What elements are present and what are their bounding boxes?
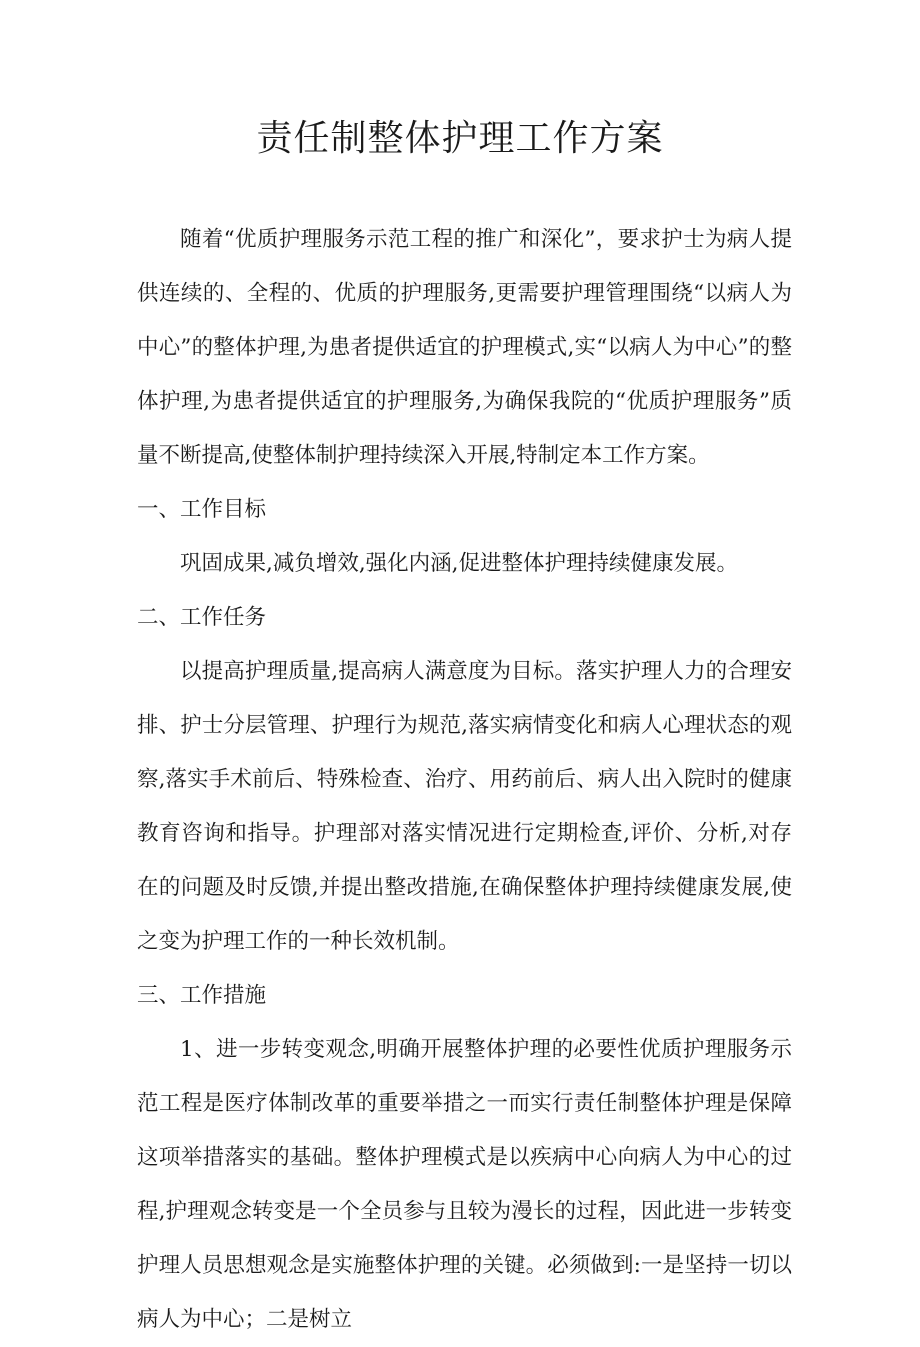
- section-body-goals: 巩固成果,减负增效,强化内涵,促进整体护理持续健康发展。: [180, 551, 739, 576]
- document-body: [137, 213, 792, 1347]
- section-body-measures: 1、进一步转变观念,明确开展整体护理的必要性优质护理服务示范工程是医疗体制改革的重要举措之一而实行责任制整体护理是保障这项举措落实的基础。整体护理模式是以疾病中心向病人为中心的过程,护理观念转变是一个全员参与且较为漫长的过程，因此进一步转变护理人员思想观念是实施整体护理的关键。必须做到:一是坚持一切以病人为中心；二是树立: [137, 1037, 792, 1332]
- section-heading-tasks: 二、工作任务: [137, 605, 267, 630]
- section-heading-measures: 三、工作措施: [137, 983, 267, 1008]
- intro-paragraph: 随着“优质护理服务示范工程的推广和深化”，要求护士为病人提供连续的、全程的、优质的护理服务,更需要护理管理围绕“以病人为中心”的整体护理,为患者提供适宜的护理模式,实“以病人为中心”的整体护理,为患者提供适宜的护理服务,为确保我院的“优质护理服务”质量不断提高,使整体制护理持续深入开展,特制定本工作方案。: [137, 227, 792, 468]
- section-body-tasks: 以提高护理质量,提高病人满意度为目标。落实护理人力的合理安排、护士分层管理、护理行为规范,落实病情变化和病人心理状态的观察,落实手术前后、特殊检查、治疗、用药前后、病人出入院时的健康教育咨询和指导。护理部对落实情况进行定期检查,评价、分析,对存在的问题及时反馈,并提出整改措施,在确保整体护理持续健康发展,使之变为护理工作的一种长效机制。: [137, 659, 792, 954]
- section-heading-goals: 一、工作目标: [137, 497, 267, 522]
- document-title: 责任制整体护理工作方案: [256, 118, 664, 159]
